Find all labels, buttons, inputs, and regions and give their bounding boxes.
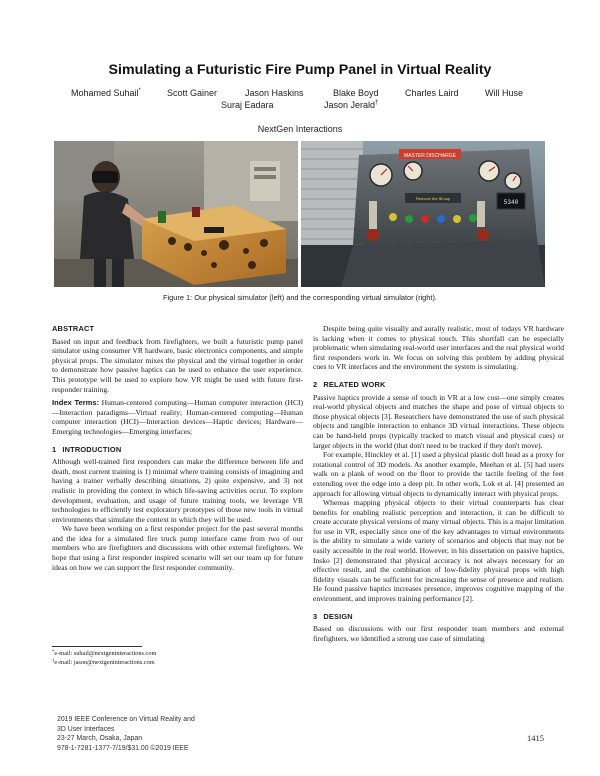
abstract-text: Based on input and feedback from firefighters, we built a futuristic pump panel simulator using consumer VR hardware, basic electronics components, and simple physical props. The simulator mixes the physical and the virtual together in order to demonstrate how passive haptics can be used to enhance the user experience. This prototype will be used to explore how VR might be used with future first-responder training. bbox=[52, 336, 303, 394]
index-terms bbox=[52, 398, 303, 436]
author: Jason Jerald† bbox=[324, 100, 379, 110]
section-title: RELATED WORK bbox=[323, 379, 386, 389]
page-number: 1415 bbox=[527, 733, 544, 743]
conference-line: 978-1-7281-1377-7/19/$31.00 ©2019 IEEE bbox=[57, 744, 189, 752]
section-title: INTRODUCTION bbox=[62, 444, 122, 454]
virtual-simulator-render bbox=[301, 141, 545, 287]
author: Will Huse bbox=[485, 88, 524, 98]
figure-1 bbox=[54, 141, 545, 287]
design-heading bbox=[313, 612, 564, 622]
section-number: 3 bbox=[313, 611, 318, 621]
index-terms-label: Index Terms: bbox=[52, 398, 100, 408]
section-number: 1 bbox=[52, 444, 57, 454]
author: Suraj Eadara bbox=[221, 100, 274, 110]
conference-line: 23-27 March, Osaka, Japan bbox=[57, 735, 143, 743]
physical-simulator-photo bbox=[54, 141, 298, 287]
render-label: Remove the fill cap bbox=[415, 196, 451, 201]
footnotes bbox=[52, 646, 303, 667]
intro-paragraph: We have been working on a first responder project for the past several months and the idea for a simulated fire truck pump interface came from two of our members who are firefighters and discussions with other external firefighters. We hope that using a first responder inspired scenario will set our team up for future ideas on how we can support the first responder community. bbox=[52, 524, 303, 572]
intro-paragraph: Although well-trained first responders can make the difference between life and death, most current training is 1) minimal where training consists of imagining and having a trainer verbally describing situations, 2) quite expensive, and 3) not realistic in providing the context in which life-saving activities occur. To explore development, evaluation, and usage of future training tools, we leverage VR technologies to efficiently test exploratory prototypes of those new tools in virtual environments that simulate the context in which they will be used. bbox=[52, 457, 303, 524]
figure-caption: Figure 1: Our physical simulator (left) and the corresponding virtual simulator (right). bbox=[163, 293, 437, 302]
left-column bbox=[52, 324, 303, 572]
render-screen: 5340 bbox=[503, 199, 519, 206]
author: Scott Gainer bbox=[167, 88, 218, 98]
author: Blake Boyd bbox=[333, 88, 379, 98]
related-work-heading bbox=[313, 380, 564, 390]
section-title: DESIGN bbox=[323, 611, 353, 621]
conference-info bbox=[57, 715, 307, 753]
affiliation: NextGen Interactions bbox=[257, 124, 343, 134]
right-column bbox=[313, 324, 564, 643]
footnote-rule bbox=[52, 646, 142, 647]
section-number: 2 bbox=[313, 379, 318, 389]
intro-paragraph: Despite being quite visually and aurally realistic, most of todays VR hardware is lacking when it comes to physical touch. This shortfall can be especially problematic when simulating real-world user interfaces and the real physical world first responders work in. We focus on solving this problem by adding physical cues to VR interfaces and the environment the system is simulating. bbox=[313, 324, 564, 372]
related-work-paragraph: Whereas mapping physical objects to their virtual counterparts has clear benefits for enabling realistic perception and interaction, it can be difficult to create accurate physical versions of many virtual objects. This is a major limitation for use in VR, especially since one of the key advantages to virtual environments is the ability to simulate a wide variety of scenarios and objects that may not be easily accessible in the real world. However, in his dissertation on passive haptics, Insko [2] demonstrated that physical accuracy is not always necessary for an effective result, and the combination of low-fidelity physical props with high fidelity visuals can be sufficient for increasing the sense of presence and realism. He found passive haptics increases presence, improves cognitive mapping of the environment, and improves training performance [2]. bbox=[313, 498, 564, 604]
footnote: †e-mail: jason@nextgeninteractions.com bbox=[52, 659, 155, 667]
design-paragraph: Based on discussions with our first responder team members and external firefighters, we identified a strong use case of simulating bbox=[313, 624, 564, 643]
related-work-paragraph: Passive haptics provide a sense of touch in VR at a low cost—one simply creates real-world physical objects and matches the shape and pose of virtual objects to those physical objects [3]. Researchers have demonstrated the use of such physical objects and tangible interaction to enhance 3D virtual interactions. These objects can be hand-held props (typically tracked to match visual and physical cues) or larger objects in the world (that don't need to be tracked if they don't move). bbox=[313, 392, 564, 450]
introduction-heading bbox=[52, 445, 303, 455]
conference-line: 2019 IEEE Conference on Virtual Reality and bbox=[57, 716, 195, 723]
abstract-heading: ABSTRACT bbox=[52, 324, 95, 333]
index-terms-text: Human-centered computing—Human computer interaction (HCI)—Interaction paradigms—Virtual reality; Human-centered computing—Human computer interaction (HCI)—Interaction devices—Haptic devices; Hardware—Emerging technologies—Emerging interfaces; bbox=[52, 398, 304, 436]
conference-line: 3D User Interfaces bbox=[57, 725, 115, 733]
author: Mohamed Suhail* bbox=[71, 88, 141, 98]
footnote: *e-mail: suhail@nextgeninteractions.com bbox=[52, 650, 157, 657]
render-sign: MASTER DISCHARGE bbox=[404, 153, 456, 159]
author: Jason Haskins bbox=[245, 88, 304, 98]
author: Charles Laird bbox=[405, 88, 459, 98]
paper-title: Simulating a Futuristic Fire Pump Panel in Virtual Reality bbox=[108, 62, 492, 78]
related-work-paragraph: For example, Hinckley et al. [1] used a physical plastic doll head as a proxy for rotational control of 3D models. As another example, Meehan et al. [5] had users walk on a plank of wood on the floor to provide the tactile feeling of the feet extending over the edge into a deep pit. In other work, Lok et al. [4] presented an approach for allowing virtual objects to dynamically interact with physical props. bbox=[313, 450, 564, 498]
